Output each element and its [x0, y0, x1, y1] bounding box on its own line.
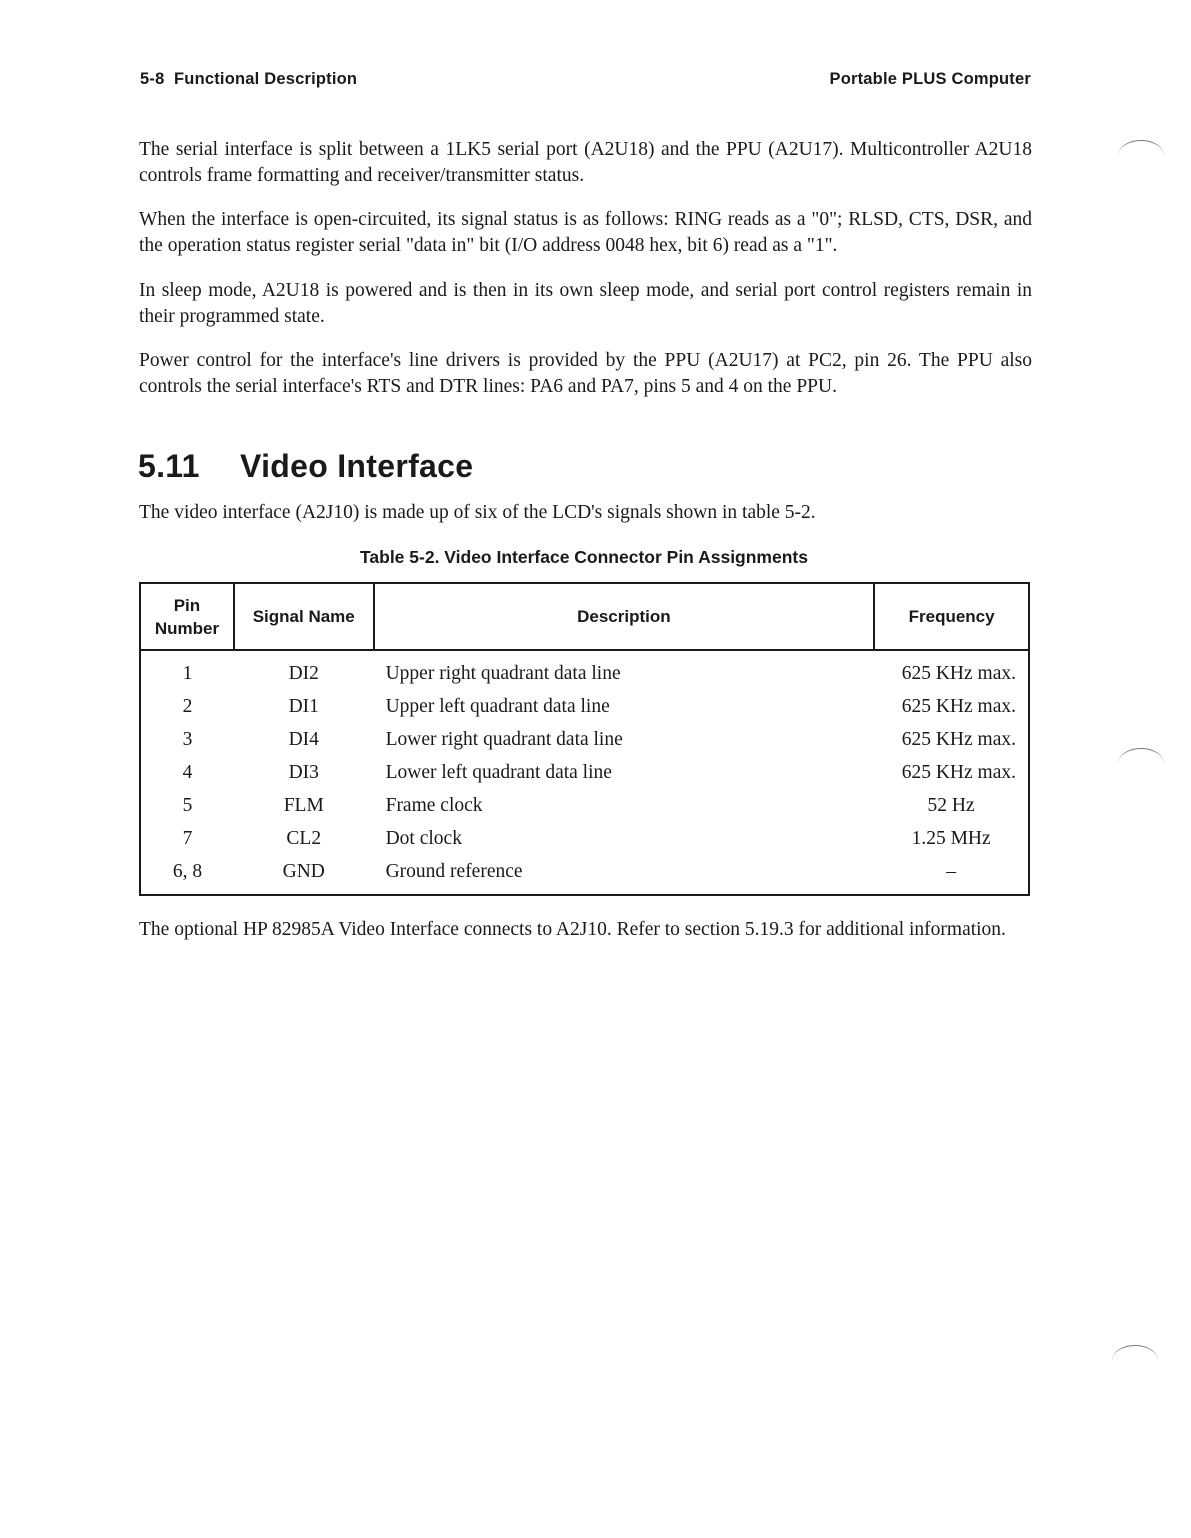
table-row [140, 650, 1029, 690]
cell-pin: 4 [182, 761, 193, 783]
cell-pin: 7 [182, 827, 193, 849]
header-signal-name: Signal Name [234, 583, 374, 650]
table-row [140, 855, 1029, 895]
cell-frequency: 625 KHz max. [901, 761, 1016, 783]
cell-signal: DI3 [288, 761, 319, 783]
binder-hole-mark [1118, 748, 1164, 779]
cell-frequency: 1.25 MHz [911, 827, 991, 849]
table-row [140, 690, 1029, 723]
header-pin-line1: Pin [173, 595, 201, 615]
cell-description: Upper right quadrant data line [385, 662, 621, 684]
section-intro: The video interface (A2J10) is made up of six of the LCD's signals shown in table 5-2. [139, 502, 816, 523]
cell-frequency: 625 KHz max. [901, 662, 1016, 684]
cell-description: Frame clock [385, 794, 483, 816]
table-header-row [140, 583, 1029, 650]
section-heading [138, 448, 473, 485]
cell-signal: FLM [283, 794, 324, 816]
cell-frequency: 625 KHz max. [901, 728, 1016, 750]
table-row [140, 756, 1029, 789]
cell-description: Lower right quadrant data line [385, 728, 623, 750]
cell-frequency: 625 KHz max. [901, 695, 1016, 717]
cell-signal: CL2 [286, 827, 322, 849]
table-row [140, 723, 1029, 756]
binder-hole-mark [1118, 140, 1164, 171]
binder-hole-mark [1112, 1345, 1158, 1376]
page-header-title: Portable PLUS Computer [829, 70, 1031, 88]
cell-pin: 1 [182, 662, 193, 684]
cell-pin: 5 [182, 794, 193, 816]
paragraph-power-control: Power control for the interface's line drivers is provided by the PPU (A2U17) at PC2, pin 26. The PPU also controls the serial interface's RTS and DTR lines: PA6 and PA7, pins 5 and 4 on the PPU. [139, 350, 1032, 397]
header-pin-line2: Number [154, 618, 220, 638]
cell-pin: 2 [182, 695, 193, 717]
section-title: Video Interface [240, 448, 474, 484]
cell-signal: DI2 [288, 662, 319, 684]
cell-description: Lower left quadrant data line [385, 761, 612, 783]
cell-pin: 6, 8 [172, 860, 203, 882]
cell-pin: 3 [182, 728, 193, 750]
cell-signal: DI1 [288, 695, 319, 717]
header-description: Description [374, 583, 875, 650]
cell-frequency: – [946, 860, 956, 882]
header-frequency: Frequency [874, 583, 1029, 650]
page-header-section: 5-8 Functional Description [140, 70, 358, 88]
closing-paragraph: The optional HP 82985A Video Interface connects to A2J10. Refer to section 5.19.3 for additional information. [139, 919, 1006, 940]
cell-description: Dot clock [385, 827, 462, 849]
cell-frequency: 52 Hz [927, 794, 975, 816]
section-number: 5.11 [138, 448, 200, 484]
cell-signal: GND [282, 860, 325, 882]
cell-signal: DI4 [288, 728, 319, 750]
pin-assignments-table [139, 582, 1030, 896]
table-row [140, 789, 1029, 822]
paragraph-open-circuit: When the interface is open-circuited, its signal status is as follows: RING reads as a "0"; RLSD, CTS, DSR, and the operation status register serial "data in" bit (I/O address 0048 hex, bit 6) read as a "1". [139, 209, 1032, 256]
paragraph-serial-split: The serial interface is split between a 1LK5 serial port (A2U18) and the PPU (A2U17). Multicontroller A2U18 controls frame formatting and receiver/transmitter status. [139, 139, 1032, 186]
paragraph-sleep-mode: In sleep mode, A2U18 is powered and is then in its own sleep mode, and serial port control registers remain in their programmed state. [139, 280, 1032, 327]
cell-description: Ground reference [385, 860, 523, 882]
header-pin-number [140, 583, 234, 650]
table-caption: Table 5-2. Video Interface Connector Pin Assignments [360, 547, 808, 567]
cell-description: Upper left quadrant data line [385, 695, 610, 717]
table-row [140, 822, 1029, 855]
